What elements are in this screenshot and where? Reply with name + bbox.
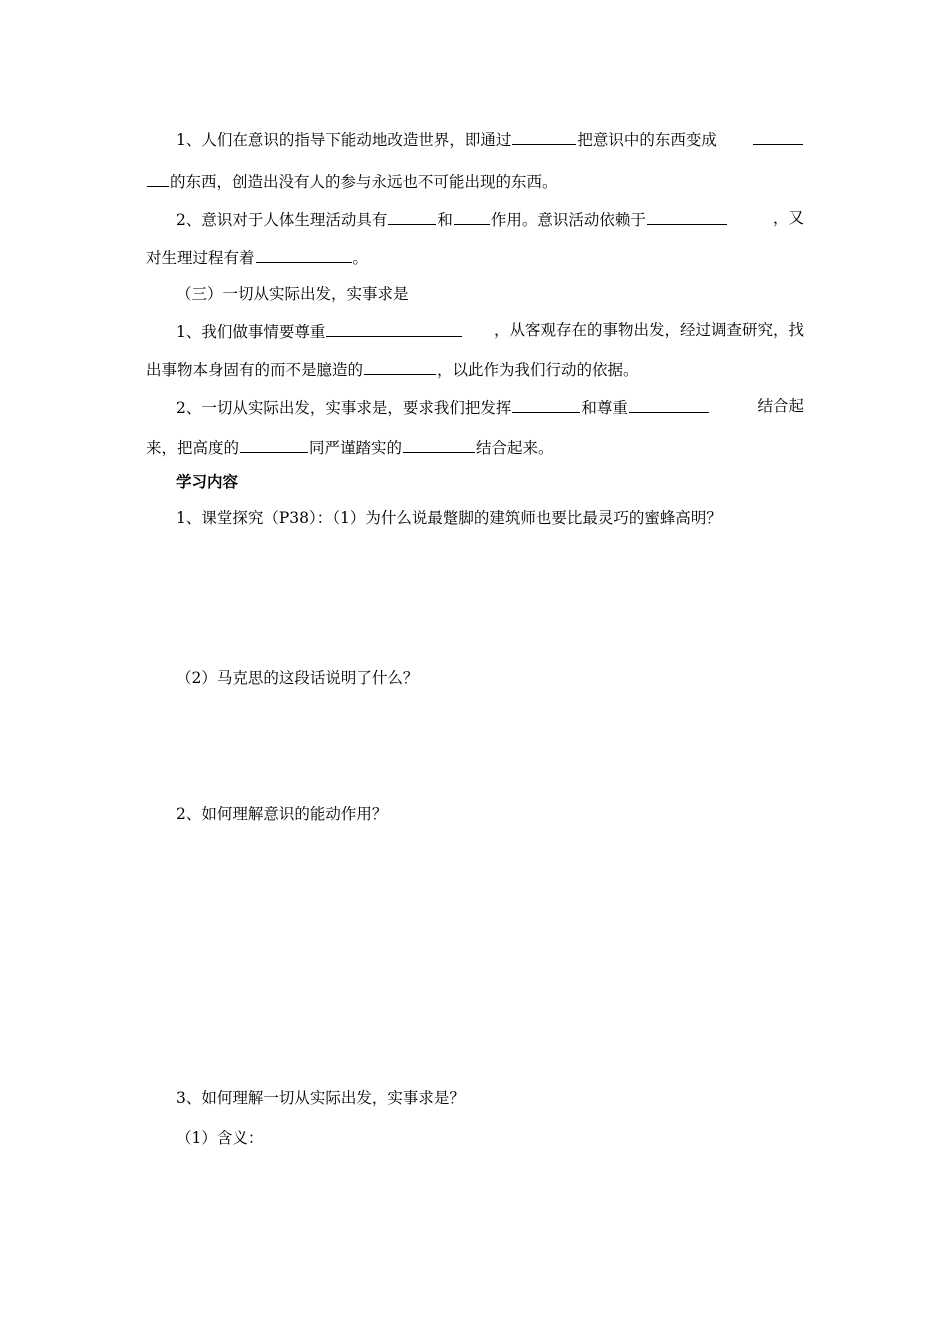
text: 同严谨踏实的: [309, 439, 403, 457]
text: 结合起: [757, 397, 804, 415]
text: 的东西，创造出没有人的参与永远也不可能出现的东西。: [170, 173, 558, 191]
fill-blank[interactable]: [512, 128, 576, 145]
study-item-2: 2、如何理解意识的能动作用？: [176, 805, 388, 823]
text: 作用。意识活动依赖于: [490, 211, 646, 229]
fill-blank[interactable]: [753, 128, 803, 145]
fill-blank[interactable]: [454, 208, 490, 225]
fill-blank[interactable]: [147, 170, 169, 187]
text: 。: [352, 249, 369, 267]
fill-blank[interactable]: [629, 396, 709, 413]
text: 1、人们在意识的指导下能动地改造世界，即通过: [176, 131, 512, 149]
text: 2、一切从实际出发，实事求是，要求我们把发挥: [176, 399, 512, 417]
text: ，以此作为我们行动的依据。: [437, 361, 639, 379]
question-2-line-2: [146, 246, 368, 268]
text: 对生理过程有着: [146, 249, 255, 267]
text: 出事物本身固有的而不是臆造的: [146, 361, 364, 379]
fill-blank[interactable]: [403, 436, 475, 453]
study-item-1-sub-2: （2）马克思的这段话说明了什么？: [176, 669, 419, 687]
text: 结合起来。: [476, 439, 554, 457]
question-2-line-1: [176, 208, 728, 230]
text: 1、我们做事情要尊重: [176, 323, 326, 341]
question-1-line-1: [176, 128, 717, 150]
fill-blank[interactable]: [388, 208, 436, 225]
section-3-question-1-line-1-end: [494, 320, 804, 340]
fill-blank[interactable]: [256, 246, 352, 263]
text: 和: [437, 211, 453, 229]
section-3-question-2-line-1-end: [757, 396, 804, 416]
text: 来，把高度的: [146, 439, 240, 457]
study-item-3-sub-1: （1）含义：: [176, 1129, 264, 1147]
fill-blank[interactable]: [326, 320, 462, 337]
study-item-1: 1、课堂探究（P38）：（1）为什么说最蹩脚的建筑师也要比最灵巧的蜜蜂高明？: [176, 509, 722, 527]
question-1-line-2: [146, 170, 558, 192]
text: ，又: [772, 209, 804, 227]
text: 和尊重: [581, 399, 628, 417]
section-3-question-1-line-1: [176, 320, 463, 342]
text: 2、意识对于人体生理活动具有: [176, 211, 388, 229]
text: ，从客观存在的事物出发，经过调查研究，找: [493, 321, 804, 339]
section-3-title: （三）一切从实际出发，实事求是: [176, 285, 409, 303]
study-item-3: 3、如何理解一切从实际出发，实事求是？: [176, 1089, 465, 1107]
fill-blank[interactable]: [647, 208, 727, 225]
text: 把意识中的东西变成: [577, 131, 717, 149]
section-3-question-2-line-2: [146, 436, 554, 458]
fill-blank[interactable]: [240, 436, 308, 453]
fill-blank[interactable]: [364, 358, 436, 375]
question-1-trailing-blank: [752, 128, 804, 150]
section-3-question-1-line-2: [146, 358, 639, 380]
section-3-question-2-line-1: [176, 396, 710, 418]
fill-blank[interactable]: [512, 396, 580, 413]
question-2-line-1-end: [773, 208, 804, 228]
study-content-heading: 学习内容: [176, 473, 239, 491]
